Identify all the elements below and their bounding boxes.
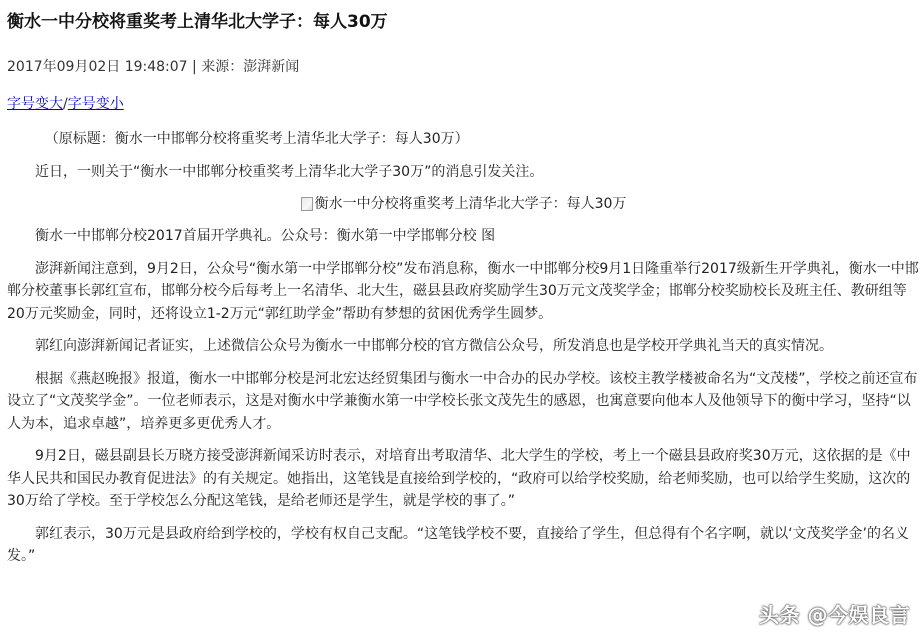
article-image <box>7 193 920 215</box>
image-caption: 衡水一中邯郸分校2017首届开学典礼。公众号：衡水第一中学邯郸分校 图 <box>35 228 496 244</box>
article-body <box>7 128 920 578</box>
font-larger-link[interactable]: 字号变大 <box>7 96 63 112</box>
paragraph: 郭红向澎湃新闻记者证实，上述微信公众号为衡水一中邯郸分校的官方微信公众号，所发消息也是学校开学典礼当天的真实情况。 <box>35 338 833 354</box>
font-smaller-link[interactable]: 字号变小 <box>67 96 124 112</box>
original-title-paragraph: （原标题：衡水一中邯郸分校将重奖考上清华北大学子：每人30万） <box>44 131 469 147</box>
watermark: 头条 @今娱良言 <box>759 603 910 627</box>
article-title: 衡水一中分校将重奖考上清华北大学子：每人30万 <box>7 12 388 32</box>
image-alt-text: 衡水一中分校将重奖考上清华北大学子：每人30万 <box>314 196 627 212</box>
paragraph: 近日，一则关于“衡水一中邯郸分校重奖考上清华北大学子30万”的消息引发关注。 <box>35 163 544 180</box>
article-meta: 2017年09月02日 19:48:07 | 来源：澎湃新闻 <box>7 59 300 75</box>
broken-image <box>301 193 627 215</box>
font-size-separator: / <box>63 96 68 112</box>
paragraph: 根据《燕赵晚报》报道，衡水一中邯郸分校是河北宏达经贸集团与衡水一中合办的民办学校。该校主教学楼被命名为“文茂楼”，学校之前还宣布设立了“文茂奖学金”。一位老师表示，这是对衡水中学兼衡水第一中学校长张文茂先生的感恩，也寓意要向他本人及他领导下的衡中学习，坚持“以人为本，追求卓越”，培养更多更优秀人才。 <box>7 370 918 432</box>
broken-image-icon <box>301 197 313 211</box>
font-size-controls <box>7 93 124 113</box>
paragraph: 澎湃新闻注意到，9月2日，公众号“衡水第一中学邯郸分校”发布消息称，衡水一中邯郸分校9月1日隆重举行2017级新生开学典礼，衡水一中邯郸分校董事长郭红宣布，邯郸分校今后每考上一名清华、北大生，磁县县政府奖励学生30万元文茂奖学金；邯郸分校奖励校长及班主任、教研组等20万元奖励金，同时，还将设立1-2万元“郭红助学金”帮助有梦想的贫困优秀学生圆梦。 <box>7 260 919 322</box>
paragraph: 郭红表示，30万元是县政府给到学校的，学校有权自己支配。“这笔钱学校不要，直接给了学生，但总得有个名字啊，就以‘文茂奖学金’的名义发。” <box>7 525 909 564</box>
paragraph: 9月2日，磁县副县长万晓方接受澎湃新闻采访时表示，对培育出考取清华、北大学生的学校，考上一个磁县县政府奖30万元，这依据的是《中华人民共和国民办教育促进法》的有关规定。她指出，这笔钱是直接给到学校的，“政府可以给学校奖励，给老师奖励，也可以给学生奖励，这次的30万给了学校。至于学校怎么分配这笔钱，是给老师还是学生，就是学校的事了。” <box>7 448 911 509</box>
